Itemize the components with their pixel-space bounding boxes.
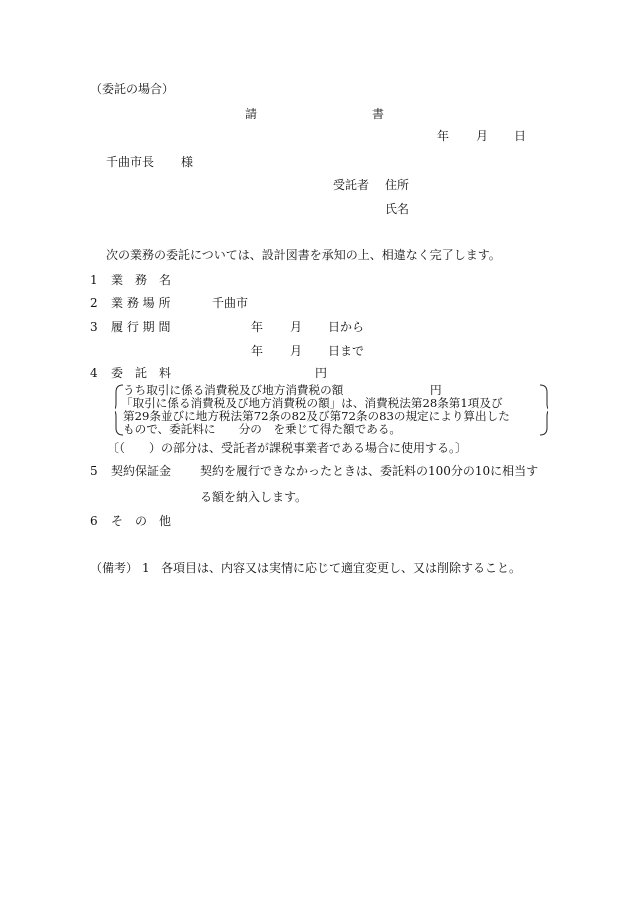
item6-label: そ の 他 (111, 514, 172, 528)
item6-number: 6 (90, 514, 98, 528)
item3-number: 3 (90, 320, 98, 334)
tax-note-line2: 第29条並びに地方税法第72条の82及び第72条の83の規定により算出した (123, 409, 510, 423)
date-month: 月 (476, 129, 489, 143)
item1-number: 1 (90, 273, 98, 287)
case-label: （委託の場合） (90, 82, 175, 96)
item4-number: 4 (90, 366, 98, 380)
honorific: 様 (181, 155, 194, 169)
remarks-label: （備考） (90, 561, 139, 575)
item2-number: 2 (90, 296, 98, 310)
item5-label: 契約保証金 (111, 464, 172, 478)
item5-number: 5 (90, 464, 98, 478)
date-year: 年 (437, 129, 450, 143)
period-end-month: 月 (290, 344, 303, 358)
date-day: 日 (514, 129, 527, 143)
tax-amount-unit: 円 (430, 383, 442, 397)
deposit-text-line2: る額を納入します。 (200, 490, 308, 504)
tax-note-line1: 「取引に係る消費税及び地方消費税の額」は、消費税法第28条第1項及び (121, 396, 503, 410)
item1-label: 業 務 名 (111, 273, 172, 287)
fee-unit: 円 (315, 366, 328, 380)
period-start-day: 日から (328, 320, 365, 334)
document-title-left: 請 (245, 107, 258, 121)
period-end-year: 年 (251, 344, 264, 358)
period-start-year: 年 (251, 320, 264, 334)
remarks-text: 各項目は、内容又は実情に応じて適宜変更し、又は削除すること。 (161, 561, 522, 575)
intro-text: 次の業務の委託については、設計図書を承知の上、相違なく完了します。 (106, 248, 501, 262)
tax-note-line3: もので、委託料に 分の を乗じて得た額である。 (123, 422, 402, 436)
addressee: 千曲市長 (106, 155, 155, 169)
item4-label: 委 託 料 (111, 366, 172, 380)
contractor-label: 受託者 (333, 178, 370, 192)
document-title-right: 書 (372, 107, 385, 121)
usage-note: 〔（ ）の部分は、受託者が課税事業者である場合に使用する。〕 (107, 441, 468, 455)
tax-amount-line: うち取引に係る消費税及び地方消費税の額 (123, 383, 344, 397)
item2-label: 業 務 場 所 (111, 296, 171, 310)
period-end-day: 日まで (328, 344, 365, 358)
remarks-number: 1 (142, 561, 150, 575)
deposit-text-line1: 契約を履行できなかったときは、委託料の100分の10に相当す (200, 464, 539, 478)
item2-value: 千曲市 (212, 296, 249, 310)
period-start-month: 月 (290, 320, 303, 334)
name-label: 氏名 (385, 202, 410, 216)
item3-label: 履 行 期 間 (111, 320, 171, 334)
address-label: 住所 (385, 178, 410, 192)
